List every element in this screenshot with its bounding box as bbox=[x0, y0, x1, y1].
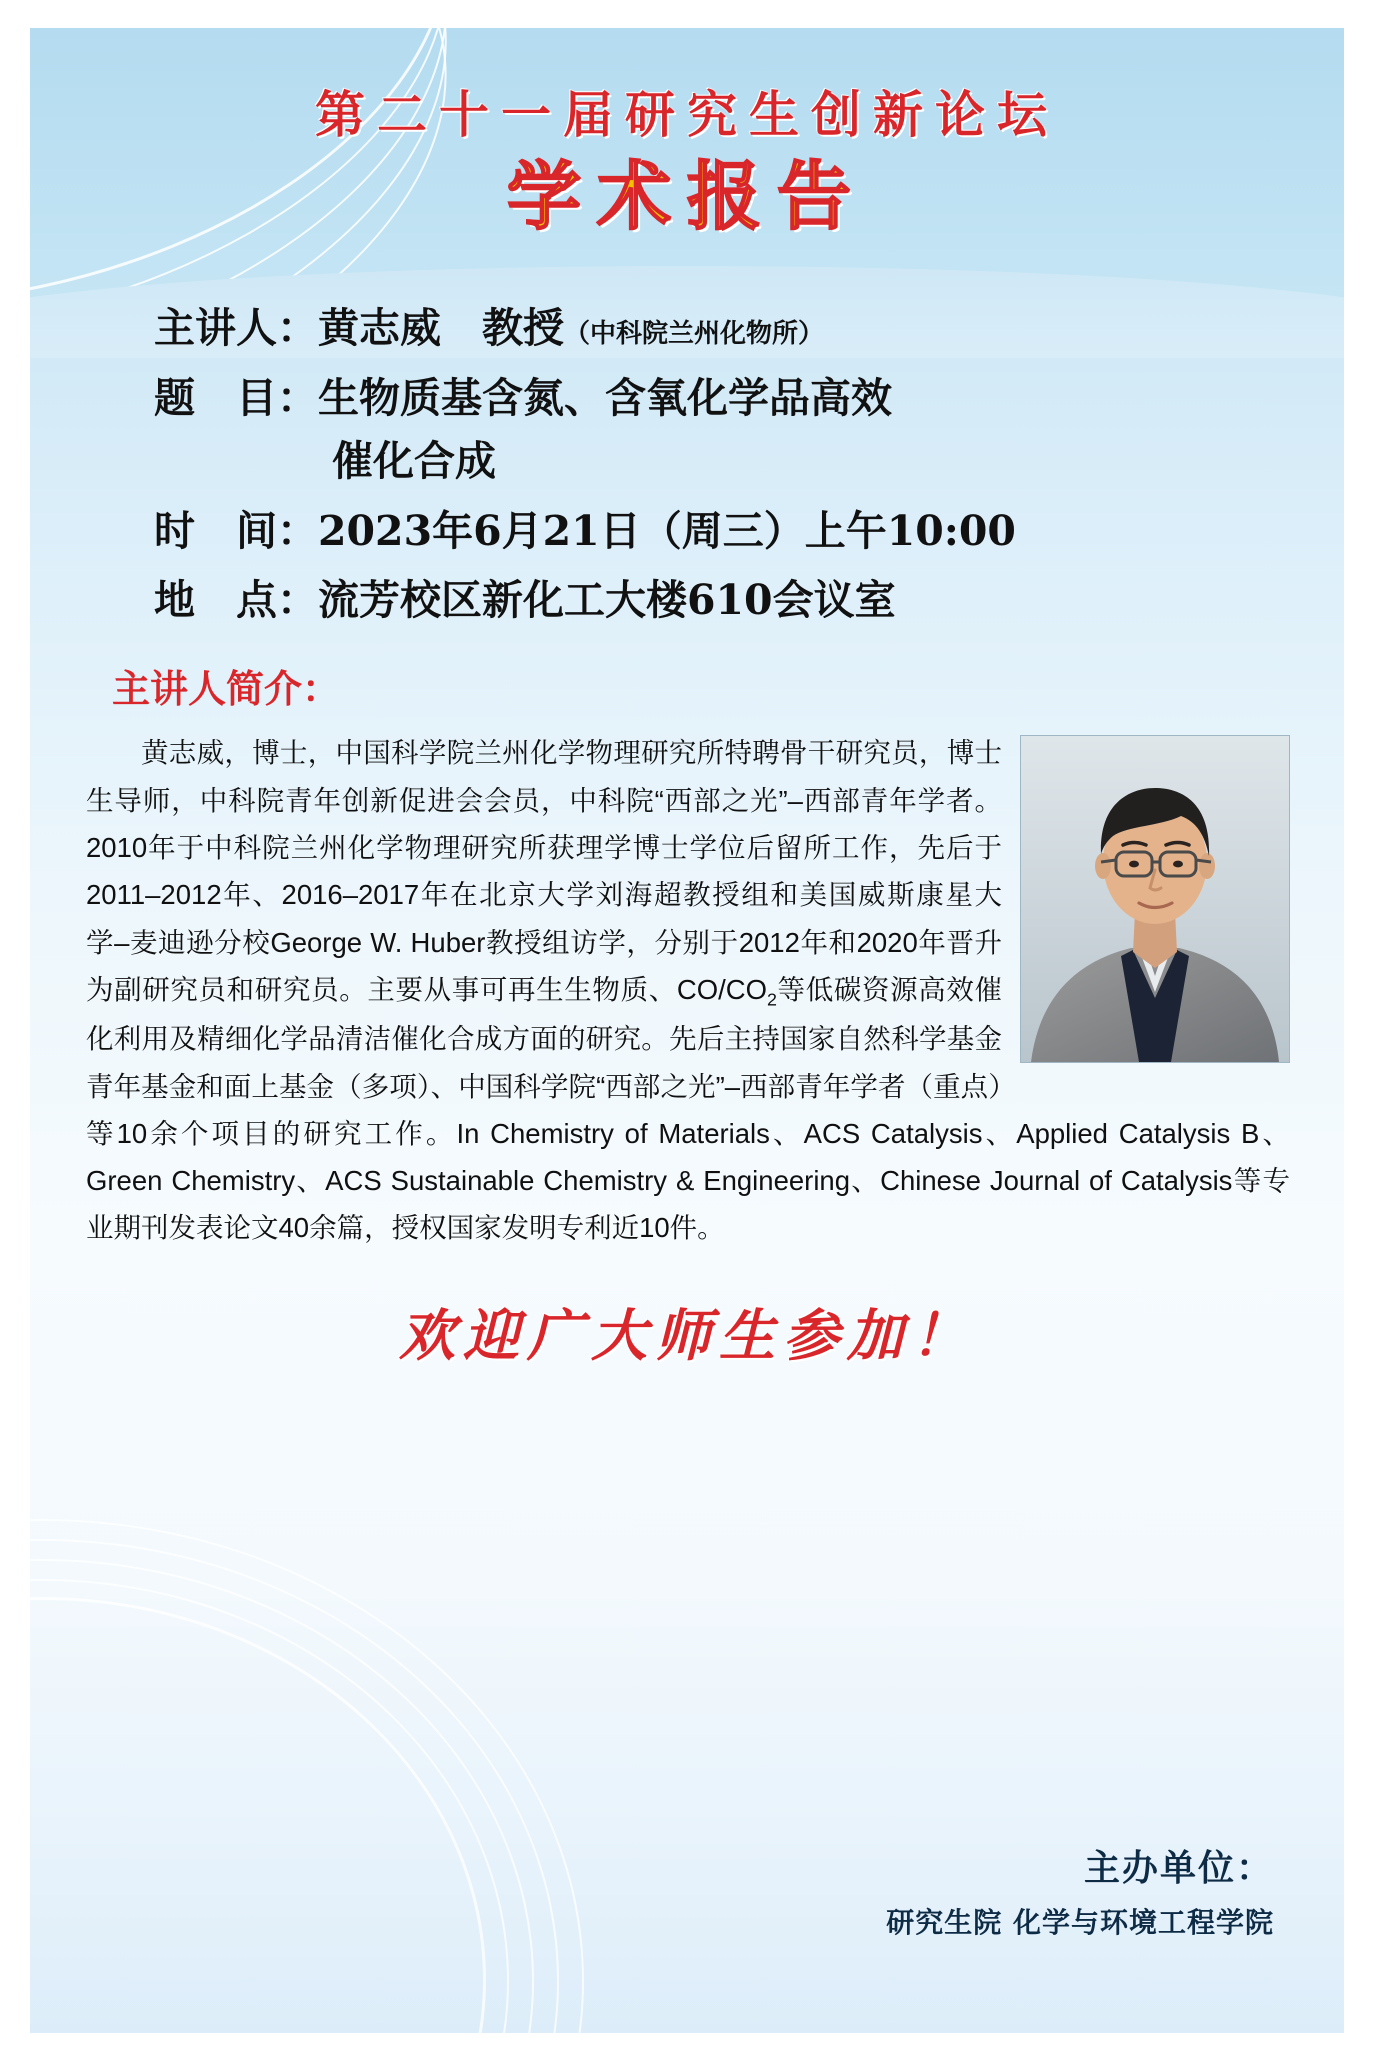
decorative-swirl-line bbox=[30, 1539, 559, 2033]
decorative-swirl-line bbox=[30, 1597, 486, 2033]
welcome-message: 欢迎广大师生参加！ bbox=[399, 1302, 975, 1369]
speaker-affiliation: （中科院兰州化物所） bbox=[564, 319, 825, 350]
portrait-illustration bbox=[1021, 736, 1289, 1062]
organizer-label: 主办单位： bbox=[1083, 1847, 1274, 1889]
info-value-topic-continued: 催化合成 bbox=[332, 437, 496, 486]
bio-body bbox=[76, 729, 1298, 1251]
info-value-topic: 生物质基含氮、含氧化学品高效 bbox=[318, 373, 892, 422]
bio-text-part1: 黄志威，博士，中国科学院兰州化学物理研究所特聘骨干研究员，博士生导师，中科院青年创新促进会会员，中科院“西部之光”–西部青年学者。2010年于中科院兰州化学物理研究所获理学博士学位后留所工作，先后于2011–2012年、2016–2017年在北京大学刘海超教授组和美国威斯康星大学–麦迪逊分校George W. Huber教授组访学，分别于2012年和2020年晋升为副研究员和研究员。主要从事可再生生物质、CO/CO bbox=[86, 737, 1002, 1005]
info-row-topic bbox=[154, 369, 1298, 428]
speaker-portrait bbox=[1020, 735, 1290, 1063]
event-info bbox=[76, 299, 1298, 630]
bio-text-part2: 等低碳资源高效催化利用及精细化学品清洁催化合成方面的研究。先后主持国家自然科学基金青年基金和面上基金（多项）、中国科学院“西部之光”–西部青年学者（重点）等10余个项目的研究工作。In Chemistry of Materials、ACS Catalysis、Applied Catalysis B、Green Chemistry、ACS Sustainable Chemistry & Engineering、Chinese Journal of Catalysis等专业期刊发表论文40余篇，授权国家发明专利近10件。 bbox=[86, 973, 1290, 1244]
poster-subtitle: 第二十一届研究生创新论坛 bbox=[315, 85, 1059, 144]
info-value-time: 2023年6月21日（周三）上午10:00 bbox=[318, 506, 1016, 555]
page-title: 学术报告 bbox=[507, 153, 867, 240]
info-label-time: 时 间： bbox=[154, 506, 318, 555]
info-value-location: 流芳校区新化工大楼610会议室 bbox=[318, 576, 896, 625]
info-label-location: 地 点： bbox=[154, 576, 318, 625]
info-row-speaker bbox=[154, 299, 1298, 358]
info-label-topic: 题 目： bbox=[154, 373, 318, 422]
footer bbox=[886, 1840, 1274, 1941]
speaker-name: 黄志威 教授 bbox=[318, 304, 564, 353]
bio-heading: 主讲人简介： bbox=[112, 666, 341, 712]
bio-subscript: 2 bbox=[766, 989, 777, 1010]
decorative-swirl-line bbox=[30, 1579, 509, 2033]
info-row-location bbox=[154, 571, 1298, 630]
poster-canvas bbox=[30, 28, 1344, 2033]
poster-content bbox=[30, 28, 1344, 1372]
decorative-swirl-line bbox=[30, 1559, 534, 2033]
info-row-time bbox=[154, 502, 1298, 561]
title-block bbox=[76, 28, 1298, 241]
info-label-speaker: 主讲人： bbox=[154, 304, 318, 353]
organizer-name: 研究生院 化学与环境工程学院 bbox=[886, 1906, 1274, 1939]
decorative-swirl-line bbox=[30, 1519, 584, 2033]
info-value-speaker bbox=[318, 299, 824, 358]
